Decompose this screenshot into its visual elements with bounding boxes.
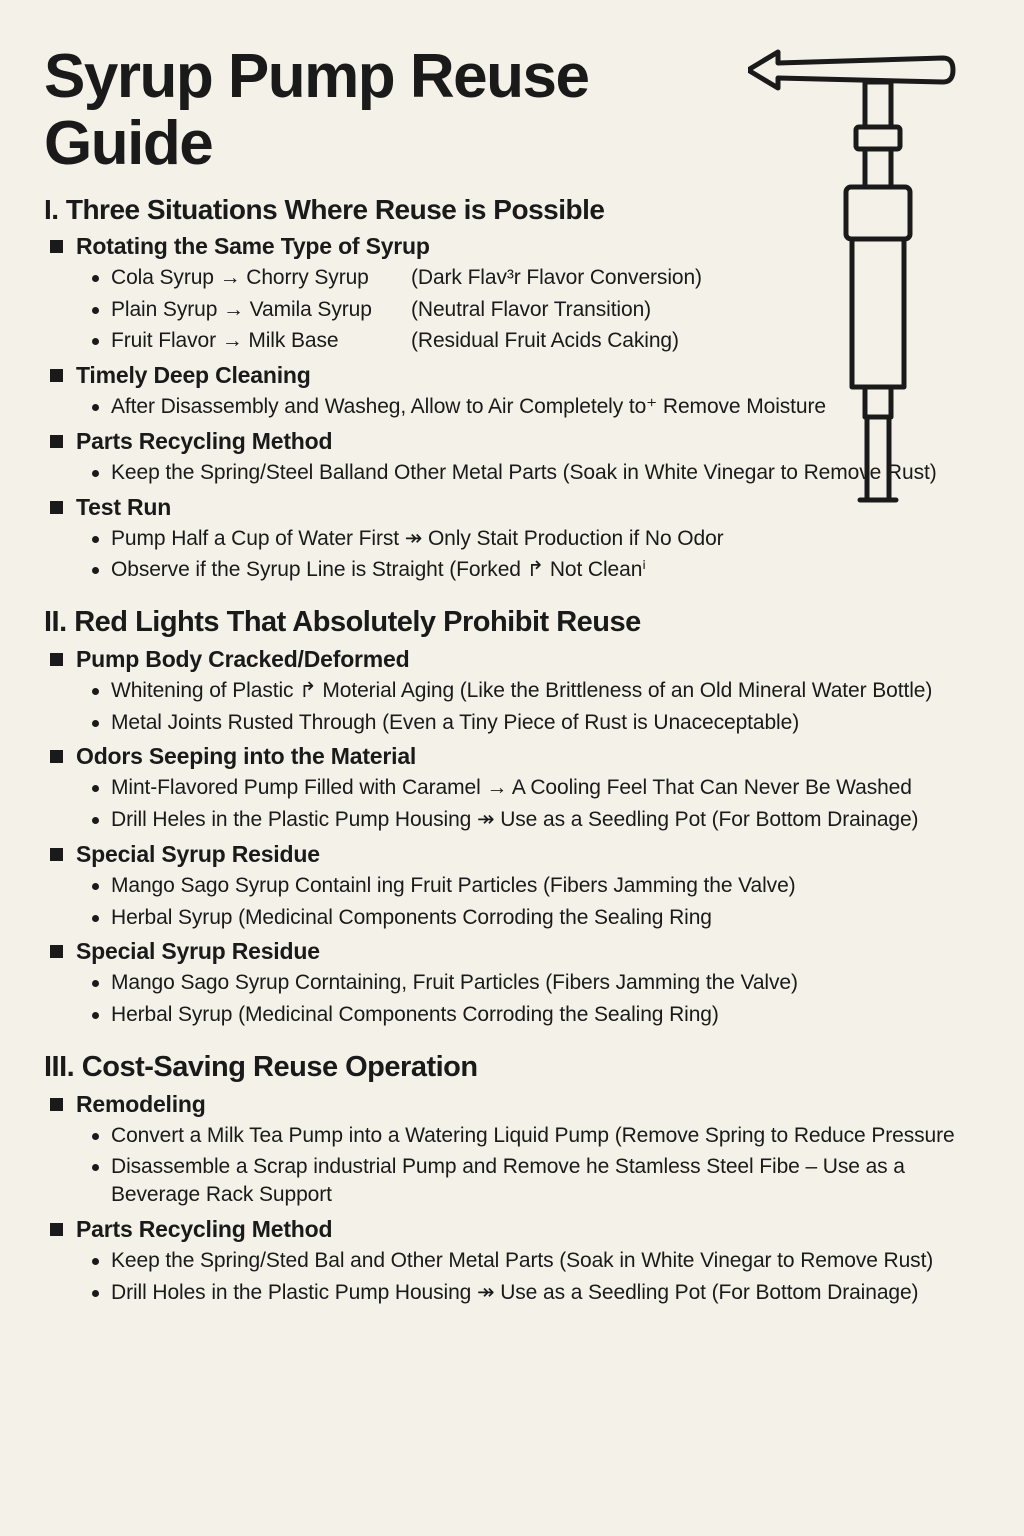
square-bullet-icon [50, 653, 63, 666]
bullet-text: Mango Sago Syrup Corntaining, Fruit Particles (Fibers Jamming the Valve) [111, 971, 798, 995]
section-heading: III. Cost-Saving Reuse Operation [44, 1050, 478, 1083]
bullet-text: Drill Heles in the Plastic Pump Housing ↠ Use as a Seedling Pot (For Bottom Drainage) [111, 808, 919, 832]
group-label: Test Run [76, 493, 172, 520]
group-heading-odors-seeping [50, 743, 980, 770]
square-bullet-icon [50, 501, 63, 514]
dot-bullet-icon [92, 567, 99, 574]
group-label: Pump Body Cracked/Deformed [76, 645, 410, 672]
dot-bullet-icon [92, 785, 99, 792]
list-item [92, 677, 980, 705]
bullet-text-right: (Dark Flav³r Flavor Conversion) [411, 265, 702, 289]
list-item [92, 556, 980, 584]
dot-bullet-icon [92, 1164, 99, 1171]
dot-bullet-icon [92, 275, 99, 282]
bullet-text: Observe if the Syrup Line is Straight (Forked ↱ Not Cleanⁱ [111, 558, 646, 582]
group-label: Rotating the Same Type of Syrup [76, 232, 430, 259]
bullet-text: Metal Joints Rusted Through (Even a Tiny Piece of Rust is Unaceceptable) [111, 710, 800, 734]
bullet-list [44, 525, 980, 584]
bullet-text-left: Plain Syrup → Vamila Syrup [111, 297, 372, 321]
group-label: Remodeling [76, 1090, 206, 1117]
bullet-text: Drill Holes in the Plastic Pump Housing ↠ Use as a Seedling Pot (For Bottom Drainage) [111, 1280, 919, 1304]
bullet-text: Pump Half a Cup of Water First ↠ Only Stait Production if No Odor [111, 526, 724, 550]
group-heading-special-syrup-residue-1 [50, 841, 980, 868]
dot-bullet-icon [92, 915, 99, 922]
syrup-pump-illustration [748, 30, 988, 530]
list-item [92, 709, 980, 737]
bullet-list [44, 677, 980, 736]
square-bullet-icon [50, 1098, 63, 1111]
group-heading-special-syrup-residue-2 [50, 938, 980, 965]
list-item [92, 1279, 980, 1307]
square-bullet-icon [50, 435, 63, 448]
group-label: Parts Recycling Method [76, 1215, 333, 1242]
group-label: Special Syrup Residue [76, 938, 320, 965]
dot-bullet-icon [92, 338, 99, 345]
square-bullet-icon [50, 750, 63, 763]
dot-bullet-icon [92, 817, 99, 824]
dot-bullet-icon [92, 1290, 99, 1297]
list-item [92, 1247, 980, 1275]
bullet-text-left: Cola Syrup → Chorry Syrup [111, 265, 369, 289]
group-heading-remodeling [50, 1091, 980, 1118]
group-heading-parts-recycling-method-2 [50, 1216, 980, 1243]
dot-bullet-icon [92, 470, 99, 477]
list-item [92, 1122, 980, 1150]
dot-bullet-icon [92, 404, 99, 411]
dot-bullet-icon [92, 1012, 99, 1019]
page-title: Syrup Pump Reuse Guide [44, 42, 589, 178]
bullet-list [44, 774, 980, 833]
list-item [92, 969, 980, 997]
group-label: Special Syrup Residue [76, 840, 320, 867]
list-item [92, 1153, 980, 1208]
bullet-text: Convert a Milk Tea Pump into a Watering Liquid Pump (Remove Spring to Reduce Pressure [111, 1123, 955, 1147]
dot-bullet-icon [92, 980, 99, 987]
bullet-text: Keep the Spring/Steel Balland Other Metal Parts (Soak in White Vinegar to Remove Rust) [111, 460, 937, 484]
bullet-list [44, 872, 980, 931]
bullet-text: Whitening of Plastic ↱ Moterial Aging (Like the Brittleness of an Old Mineral Water Bottle) [111, 678, 933, 702]
dot-bullet-icon [92, 307, 99, 314]
bullet-text: Mint-Flavored Pump Filled with Caramel → A Cooling Feel That Can Never Be Washed [111, 776, 912, 800]
square-bullet-icon [50, 848, 63, 861]
section-2 [44, 606, 980, 1029]
dot-bullet-icon [92, 688, 99, 695]
list-item [92, 1001, 980, 1029]
section-heading: I. Three Situations Where Reuse is Possible [44, 193, 605, 225]
section-heading: II. Red Lights That Absolutely Prohibit Reuse [44, 605, 641, 638]
group-heading-pump-body-cracked [50, 646, 980, 673]
group-label: Odors Seeping into the Material [76, 743, 417, 770]
dot-bullet-icon [92, 720, 99, 727]
list-item [92, 904, 980, 932]
bullet-text: Herbal Syrup (Medicinal Components Corroding the Sealing Ring [111, 905, 712, 929]
bullet-text-right: (Neutral Flavor Transition) [411, 297, 652, 321]
dot-bullet-icon [92, 1258, 99, 1265]
group-label: Parts Recycling Method [76, 427, 333, 454]
group-label: Timely Deep Cleaning [76, 362, 311, 389]
square-bullet-icon [50, 369, 63, 382]
bullet-list [44, 969, 980, 1028]
bullet-text: Herbal Syrup (Medicinal Components Corroding the Sealing Ring) [111, 1002, 719, 1026]
bullet-list [44, 1247, 980, 1306]
square-bullet-icon [50, 240, 63, 253]
list-item [92, 806, 980, 834]
dot-bullet-icon [92, 1133, 99, 1140]
bullet-text: Disassemble a Scrap industrial Pump and Remove he Stamless Steel Fibe – Use as a Beverage Rack Support [111, 1155, 905, 1207]
bullet-text: Keep the Spring/Sted Bal and Other Metal Parts (Soak in White Vinegar to Remove Rust) [111, 1248, 934, 1272]
list-item [92, 774, 980, 802]
section-3 [44, 1051, 980, 1307]
bullet-text: Mango Sago Syrup Containl ing Fruit Particles (Fibers Jamming the Valve) [111, 873, 796, 897]
bullet-text-right: (Residual Fruit Acids Caking) [411, 329, 679, 353]
bullet-text: After Disassembly and Washeg, Allow to Air Completely to⁺ Remove Moisture [111, 395, 826, 419]
square-bullet-icon [50, 945, 63, 958]
dot-bullet-icon [92, 536, 99, 543]
bullet-list [44, 1122, 980, 1209]
list-item [92, 872, 980, 900]
bullet-text-left: Fruit Flavor → Milk Base [111, 329, 339, 353]
dot-bullet-icon [92, 883, 99, 890]
square-bullet-icon [50, 1223, 63, 1236]
